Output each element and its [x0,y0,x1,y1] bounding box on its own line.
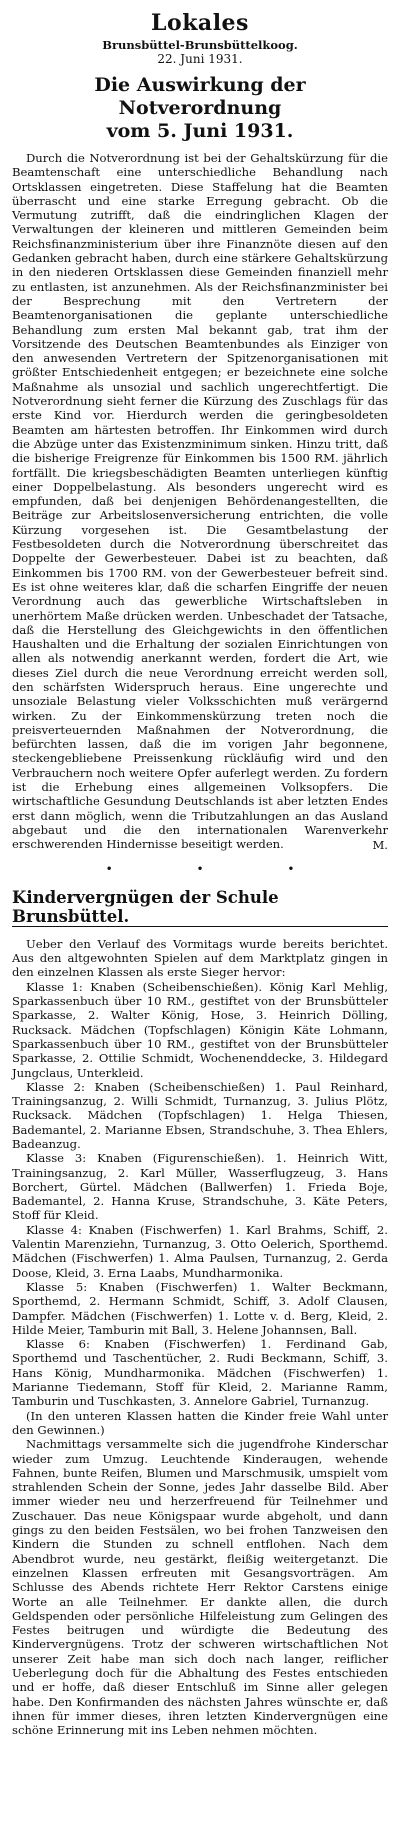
section-divider: • • • [105,861,335,876]
article2-note: (In den unteren Klassen hatten die Kinder freie Wahl unter den Gewinnen.) [12,1408,388,1437]
section-subtitle: Brunsbüttel-Brunsbüttelkoog. [102,38,298,52]
article1-headline-line2: vom 5. Juni 1931. [106,120,294,142]
winners-class-5: Klasse 5: Knaben (Fischwerfen) 1. Walter Beckmann, Sporthemd, 2. Hermann Schmidt, Schiff, 3. Adolf Clausen, Dampfer. Mädchen (Fischwerfen) 1. Lotte v. d. Berg, Kleid, 2. Hilde Meier, Tamburin mit Ball, 3. Helene Johannsen, Ball. [12,1279,388,1337]
article1-headline [12,74,388,143]
article1-body [12,151,388,852]
article2-afternoon: Nachmittags versammelte sich die jugendfrohe Kinderschar wieder zum Umzug. Leuchtende Kinderaugen, wehende Fahnen, bunte Reifen, Blumen und Marschmusik, umspielt vom strahlenden Schein der Sonne, jedes Jahr dasselbe Bild. Aber immer wieder neu und herzerfreuend für Teilnehmer und Zuschauer. Das neue Königspaar wurde abgeholt, und dann gings zu den beiden Festsälen, wo bei frohen Tanzweisen den Kindern die Stunden zu schnell entflohen. Nach dem Abendbrot wurde, neu gestärkt, fleißig weitergetanzt. Die einzelnen Klassen erfreuten mit Gesangsvorträgen. Am Schlusse des Abends richtete Herr Rektor Carstens einige Worte an alle Teilnehmer. Er dankte allen, die durch Geldspenden oder persönliche Hilfeleistung zum Gelingen des Festes beitrugen und würdigte die Bedeutung des Kindervergnügens. Trotz der schweren wirtschaftlichen Not unserer Zeit habe man sich doch nach langer, reiflicher Ueberlegung doch für die Abhaltung des Festes entschieden und er hoffe, daß dieser Entschluß im Sinne aller gelegen habe. Den Konfirmanden des nächsten Jahres wünschte er, daß ihnen für immer dieses, ihren letzten Kindervergnügen eine schöne Erinnerung mit ins Leben nehmen möchten. [12,1437,388,1738]
winners-class-2: Klasse 2: Knaben (Scheibenschießen) 1. Paul Reinhard, Trainingsanzug, 2. Willi Schmidt, Turnanzug, 3. Julius Plötz, Rucksack. Mädchen (Topfschlagen) 1. Helga Thiesen, Bademantel, 2. Marianne Ebsen, Strandschuhe, 3. Thea Ehlers, Badeanzug. [12,1079,388,1151]
section-title: Lokales [151,10,249,36]
article2-body [12,937,388,1738]
issue-date: 22. Juni 1931. [157,52,243,66]
winners-class-3: Klasse 3: Knaben (Figurenschießen). 1. Heinrich Witt, Trainingsanzug, 2. Karl Müller, Wasserflugzeug, 3. Hans Borchert, Gürtel. Mädchen (Ballwerfen) 1. Frieda Boje, Bademantel, 2. Hanna Kruse, Strandschuhe, 3. Käte Peters, Stoff für Kleid. [12,1151,388,1223]
article1-signature: M. [372,837,388,852]
article1-headline-line1: Die Auswirkung der Notverordnung [94,74,306,119]
winners-class-4: Klasse 4: Knaben (Fischwerfen) 1. Karl Brahms, Schiff, 2. Valentin Marenziehn, Turnanzug, 3. Otto Oelerich, Sporthemd. Mädchen (Fischwerfen) 1. Alma Paulsen, Turnanzug, 2. Gerda Doose, Kleid, 3. Erna Laabs, Mundharmonika. [12,1222,388,1280]
article2-headline: Kindervergnügen der Schule Brunsbüttel. [12,888,388,927]
winners-class-1: Klasse 1: Knaben (Scheibenschießen). König Karl Mehlig, Sparkassenbuch über 10 RM., gestiftet von der Brunsbütteler Sparkasse, 2. Walter König, Hose, 3. Heinrich Dölling, Rucksack. Mädchen (Topfschlagen) Königin Käte Lohmann, Sparkassenbuch über 10 RM., gestiftet von der Brunsbütteler Sparkasse, 2. Ottilie Schmidt, Wochenenddecke, 3. Hildegard Jungclaus, Unterkleid. [12,979,388,1080]
article2-intro: Ueber den Verlauf des Vormitags wurde bereits berichtet. Aus den altgewohnten Spielen auf dem Marktplatz gingen in den einzelnen Klassen als erste Sieger hervor: [12,936,388,980]
article1-paragraph: Durch die Notverordnung ist bei der Gehaltskürzung für die Beamtenschaft eine unterschiedliche Behandlung nach Ortsklassen eingetreten. Diese Staffelung hat die Beamten überrascht und eine starke Erregung gebracht. Ob die Vermutung zutrifft, daß die eindringlichen Klagen der Verwaltungen der kleineren und mittleren Gemeinden beim Reichsfinanzministerium über ihre Finanznöte diesen auf den Gedanken gebracht haben, durch eine stärkere Gehaltskürzung in den niederen Ortsklassen diese Gemeinden finanziell mehr zu entlasten, ist anzunehmen. Als der Reichsfinanzminister bei der Besprechung mit den Vertretern der Beamtenorganisationen die geplante unterschiedliche Behandlung zum ersten Mal bekannt gab, trat ihm der Vorsitzende des Deutschen Beamtenbundes als Einziger von den anwesenden Vertretern der Spitzenorganisationen mit größter Entschiedenheit entgegen; er bezeichnete eine solche Maßnahme als unsozial und sachlich ungerechtfertigt. Die Notverordnung sieht ferner die Kürzung des Zuschlags für das erste Kind vor. Hierdurch werden die geringbesoldeten Beamten am härtesten betroffen. Ihr Einkommen wird durch die Abzüge unter das Existenzminimum sinken. Hinzu tritt, daß die bisherige Freigrenze für Einkommen bis 1500 RM. jährlich fortfällt. Die kriegsbeschädigten Beamten unterliegen künftig einer Doppelbelastung. Als besonders ungerecht wird es empfunden, daß bei denjenigen Behördenangestellten, die Beiträge zur Arbeitslosenversicherung entrichten, die volle Kürzung vorgesehen ist. Die Gesamtbelastung der Festbesoldeten durch die Notverordnung überschreitet das Doppelte der Gewerbesteuer. Dabei ist zu beachten, daß Einkommen bis 1700 RM. von der Gewerbesteuer befreit sind. Es ist ohne weiteres klar, daß die scharfen Eingriffe der neuen Verordnung auch das gewerbliche Wirtschaftsleben in unerhörtem Maße drücken werden. Unbeschadet der Tatsache, daß die Herstellung des Gleichgewichts in den öffentlichen Haushalten und die Erhaltung der sozialen Einrichtungen von allen als notwendig anerkannt werden, fordert die Art, wie dieses Ziel durch die neue Verordnung erreicht werden soll, den schärfsten Widerspruch heraus. Eine ungerechte und unsoziale Belastung vieler Volksschichten muß verärgernd wirken. Zu der Einkommenskürzung treten noch die preisverteuernden Maßnahmen der Notverordnung, die befürchten lassen, daß die im vorigen Jahr begonnene, steckengebliebene Preissenkung rückläufig wird und den Verbrauchern noch weitere Opfer auferlegt werden. Zu fordern ist die Erhebung eines allgemeinen Volksopfers. Die wirtschaftliche Gesundung Deutschlands ist aber letzten Endes erst dann möglich, wenn die Tributzahlungen an das Ausland abgebaut und die den internationalen Warenverkehr erschwerenden Hindernisse beseitigt werden. [12,151,388,852]
winners-class-6: Klasse 6: Knaben (Fischwerfen) 1. Ferdinand Gab, Sporthemd und Taschentücher, 2. Rudi Beckmann, Schiff, 3. Hans König, Mundharmonika. Mädchen (Fischwerfen) 1. Marianne Tiedemann, Stoff für Kleid, 2. Marianne Ramm, Tamburin und Tuschkasten, 3. Annelore Gabriel, Turnanzug. [12,1337,388,1409]
